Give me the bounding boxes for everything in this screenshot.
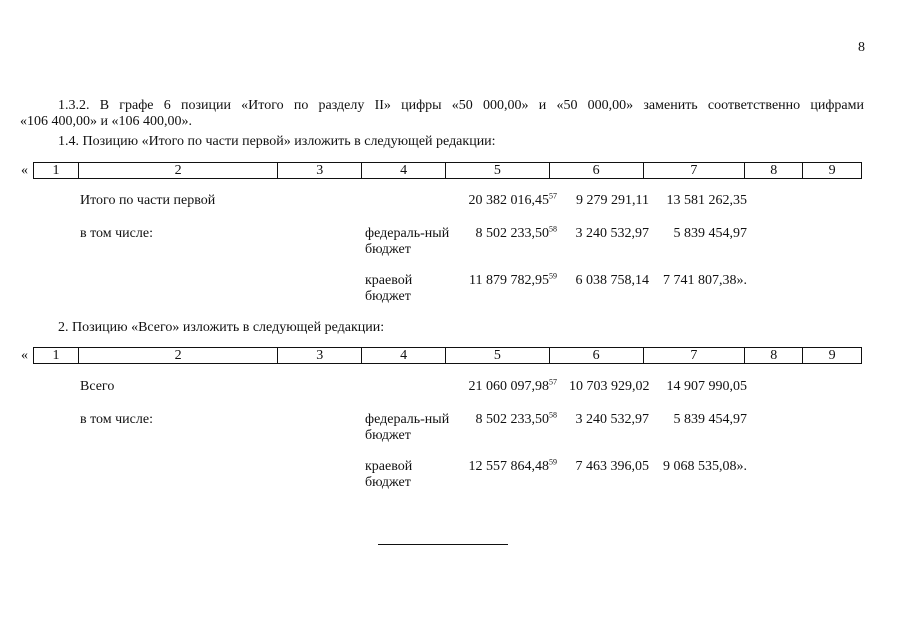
open-quote: « xyxy=(21,163,28,178)
paragraph-1-3-2 xyxy=(20,98,864,130)
t1-regional-col7: 7 741 807,38». xyxy=(663,273,747,288)
column-header-9: 9 xyxy=(828,163,836,178)
t1-regional-col5: 11 879 782,95$^{59}$ xyxy=(469,271,557,288)
t2-regional-col7: 9 068 535,08». xyxy=(663,459,747,474)
column-header-table-1 xyxy=(33,162,862,179)
column-header-2: 2 xyxy=(79,163,279,178)
column-header-3: 3 xyxy=(278,348,362,363)
t2-regional-col5: 12 557 864,48$^{59}$ xyxy=(468,457,557,474)
t1-federal-budget-label: федераль-ный бюджет xyxy=(365,226,450,257)
t2-total-col7: 14 907 990,05 xyxy=(666,379,747,394)
t2-federal-budget-label: федераль-ный бюджет xyxy=(365,412,450,443)
column-header-4: 4 xyxy=(362,163,446,178)
page-number: 8 xyxy=(858,40,865,55)
t1-federal-col6: 3 240 532,97 xyxy=(575,226,649,241)
column-header-8: 8 xyxy=(745,348,803,363)
column-header-9: 9 xyxy=(828,348,836,363)
column-header-7: 7 xyxy=(644,348,746,363)
column-header-5: 5 xyxy=(446,163,550,178)
t2-regional-col6: 7 463 396,05 xyxy=(575,459,649,474)
t2-federal-col7: 5 839 454,97 xyxy=(673,412,747,427)
row-label-including: в том числе: xyxy=(80,412,153,427)
closing-rule xyxy=(378,544,508,545)
t2-federal-col5: 8 502 233,50$^{58}$ xyxy=(475,410,557,427)
column-header-6: 6 xyxy=(550,163,644,178)
t2-regional-budget-label: краевой бюджет xyxy=(365,459,413,490)
t1-regional-col6: 6 038 758,14 xyxy=(575,273,649,288)
t2-total-col5: 21 060 097,98$^{57}$ xyxy=(468,377,557,394)
t1-federal-col5: 8 502 233,50$^{58}$ xyxy=(475,224,557,241)
column-header-3: 3 xyxy=(278,163,362,178)
t2-federal-col6: 3 240 532,97 xyxy=(575,412,649,427)
column-header-1: 1 xyxy=(34,348,79,363)
paragraph-1-3-2-line1: 1.3.2. В графе 6 позиции «Итого по разделу II» цифры «50 000,00» и «50 000,00» заменить соответственно цифрами xyxy=(58,98,864,113)
t1-federal-col7: 5 839 454,97 xyxy=(673,226,747,241)
column-header-8: 8 xyxy=(745,163,803,178)
column-header-6: 6 xyxy=(550,348,644,363)
paragraph-2: 2. Позицию «Всего» изложить в следующей редакции: xyxy=(58,320,385,335)
t2-total-col6: 10 703 929,02 xyxy=(569,379,650,394)
column-header-4: 4 xyxy=(362,348,446,363)
t1-total-col7: 13 581 262,35 xyxy=(666,193,747,208)
column-header-2: 2 xyxy=(79,348,279,363)
row-label-including: в том числе: xyxy=(80,226,153,241)
column-header-table-2 xyxy=(33,347,862,364)
t1-regional-budget-label: краевой бюджет xyxy=(365,273,413,304)
column-header-7: 7 xyxy=(644,163,746,178)
column-header-5: 5 xyxy=(446,348,550,363)
paragraph-1-3-2-line2: «106 400,00» и «106 400,00». xyxy=(20,114,192,129)
paragraph-1-4: 1.4. Позицию «Итого по части первой» изложить в следующей редакции: xyxy=(58,134,496,149)
row-label-total: Всего xyxy=(80,379,115,394)
row-label-total-part-one: Итого по части первой xyxy=(80,193,216,208)
column-header-1: 1 xyxy=(34,163,79,178)
open-quote: « xyxy=(21,348,28,363)
t1-total-col6: 9 279 291,11 xyxy=(576,193,649,208)
t1-total-col5: 20 382 016,45$^{57}$ xyxy=(468,191,557,208)
